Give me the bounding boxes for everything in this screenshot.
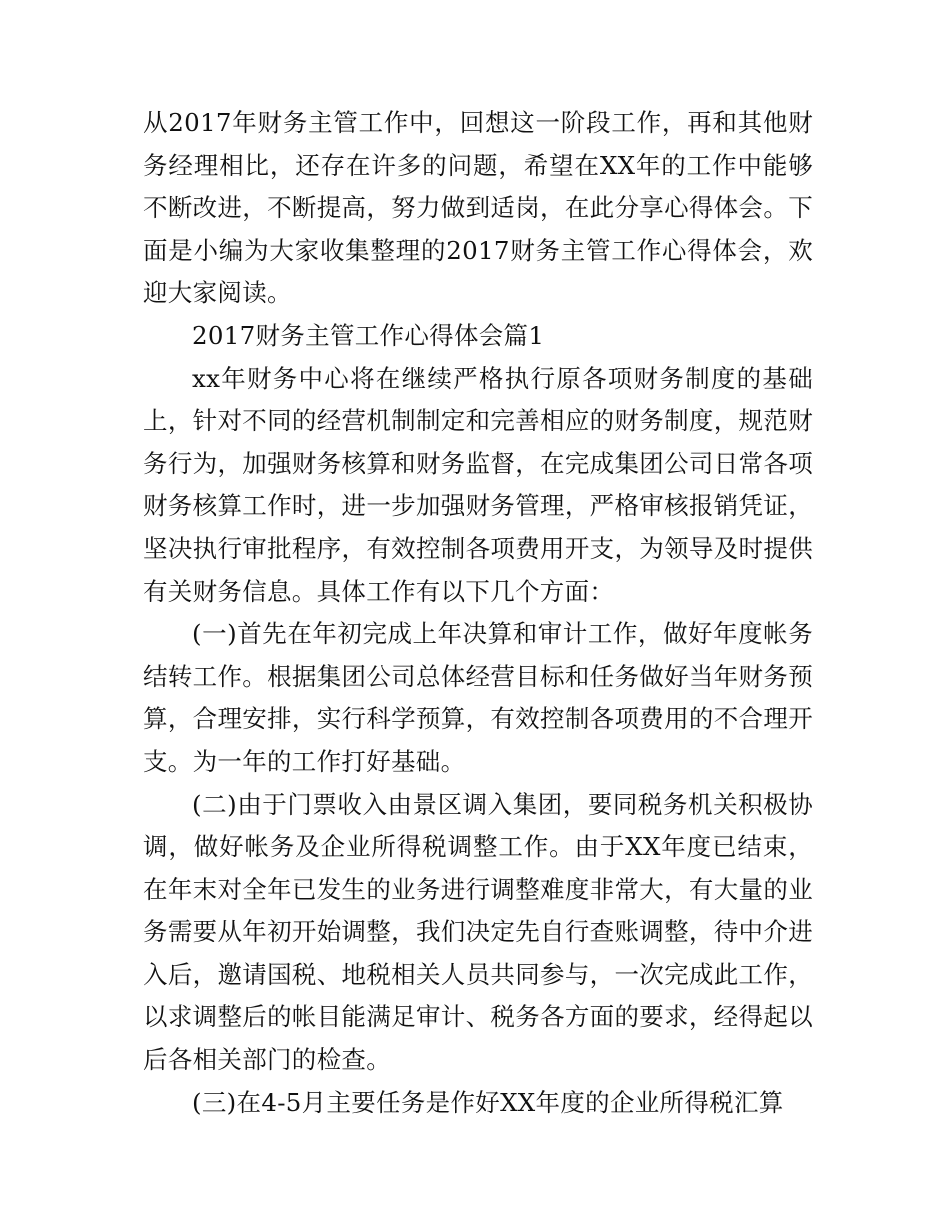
body-paragraph: (三)在4-5月主要任务是作好XX年度的企业所得税汇算	[192, 1087, 784, 1117]
body-paragraph: (二)由于门票收入由景区调入集团，要同税务机关积极协调，做好帐务及企业所得税调整工作。由于XX年度已结束，在年末对全年已发生的业务进行调整难度非常大，有大量的业务需要从年初开始调整，我们决定先自行查账调整，待中介进入后，邀请国税、地税相关人员共同参与，一次完成此工作，以求调整后的帐目能满足审计、税务各方面的要求，经得起以后各相关部门的检查。	[143, 789, 813, 1075]
intro-paragraph: 从2017年财务主管工作中，回想这一阶段工作，再和其他财务经理相比，还存在许多的问题，希望在XX年的工作中能够不断改进，不断提高，努力做到适岗，在此分享心得体会。下面是小编为大家收集整理的2017财务主管工作心得体会，欢迎大家阅读。	[143, 108, 813, 308]
section-heading: 2017财务主管工作心得体会篇1	[192, 320, 545, 350]
body-paragraph: (一)首先在年初完成上年决算和审计工作，做好年度帐务结转工作。根据集团公司总体经营目标和任务做好当年财务预算，合理安排，实行科学预算，有效控制各项费用的不合理开支。为一年的工作打好基础。	[143, 619, 813, 776]
document-body	[143, 102, 813, 1124]
body-paragraph: xx年财务中心将在继续严格执行原各项财务制度的基础上，针对不同的经营机制制定和完善相应的财务制度，规范财务行为，加强财务核算和财务监督，在完成集团公司日常各项财务核算工作时，进一步加强财务管理，严格审核报销凭证，坚决执行审批程序，有效控制各项费用开支，为领导及时提供有关财务信息。具体工作有以下几个方面：	[143, 363, 813, 606]
